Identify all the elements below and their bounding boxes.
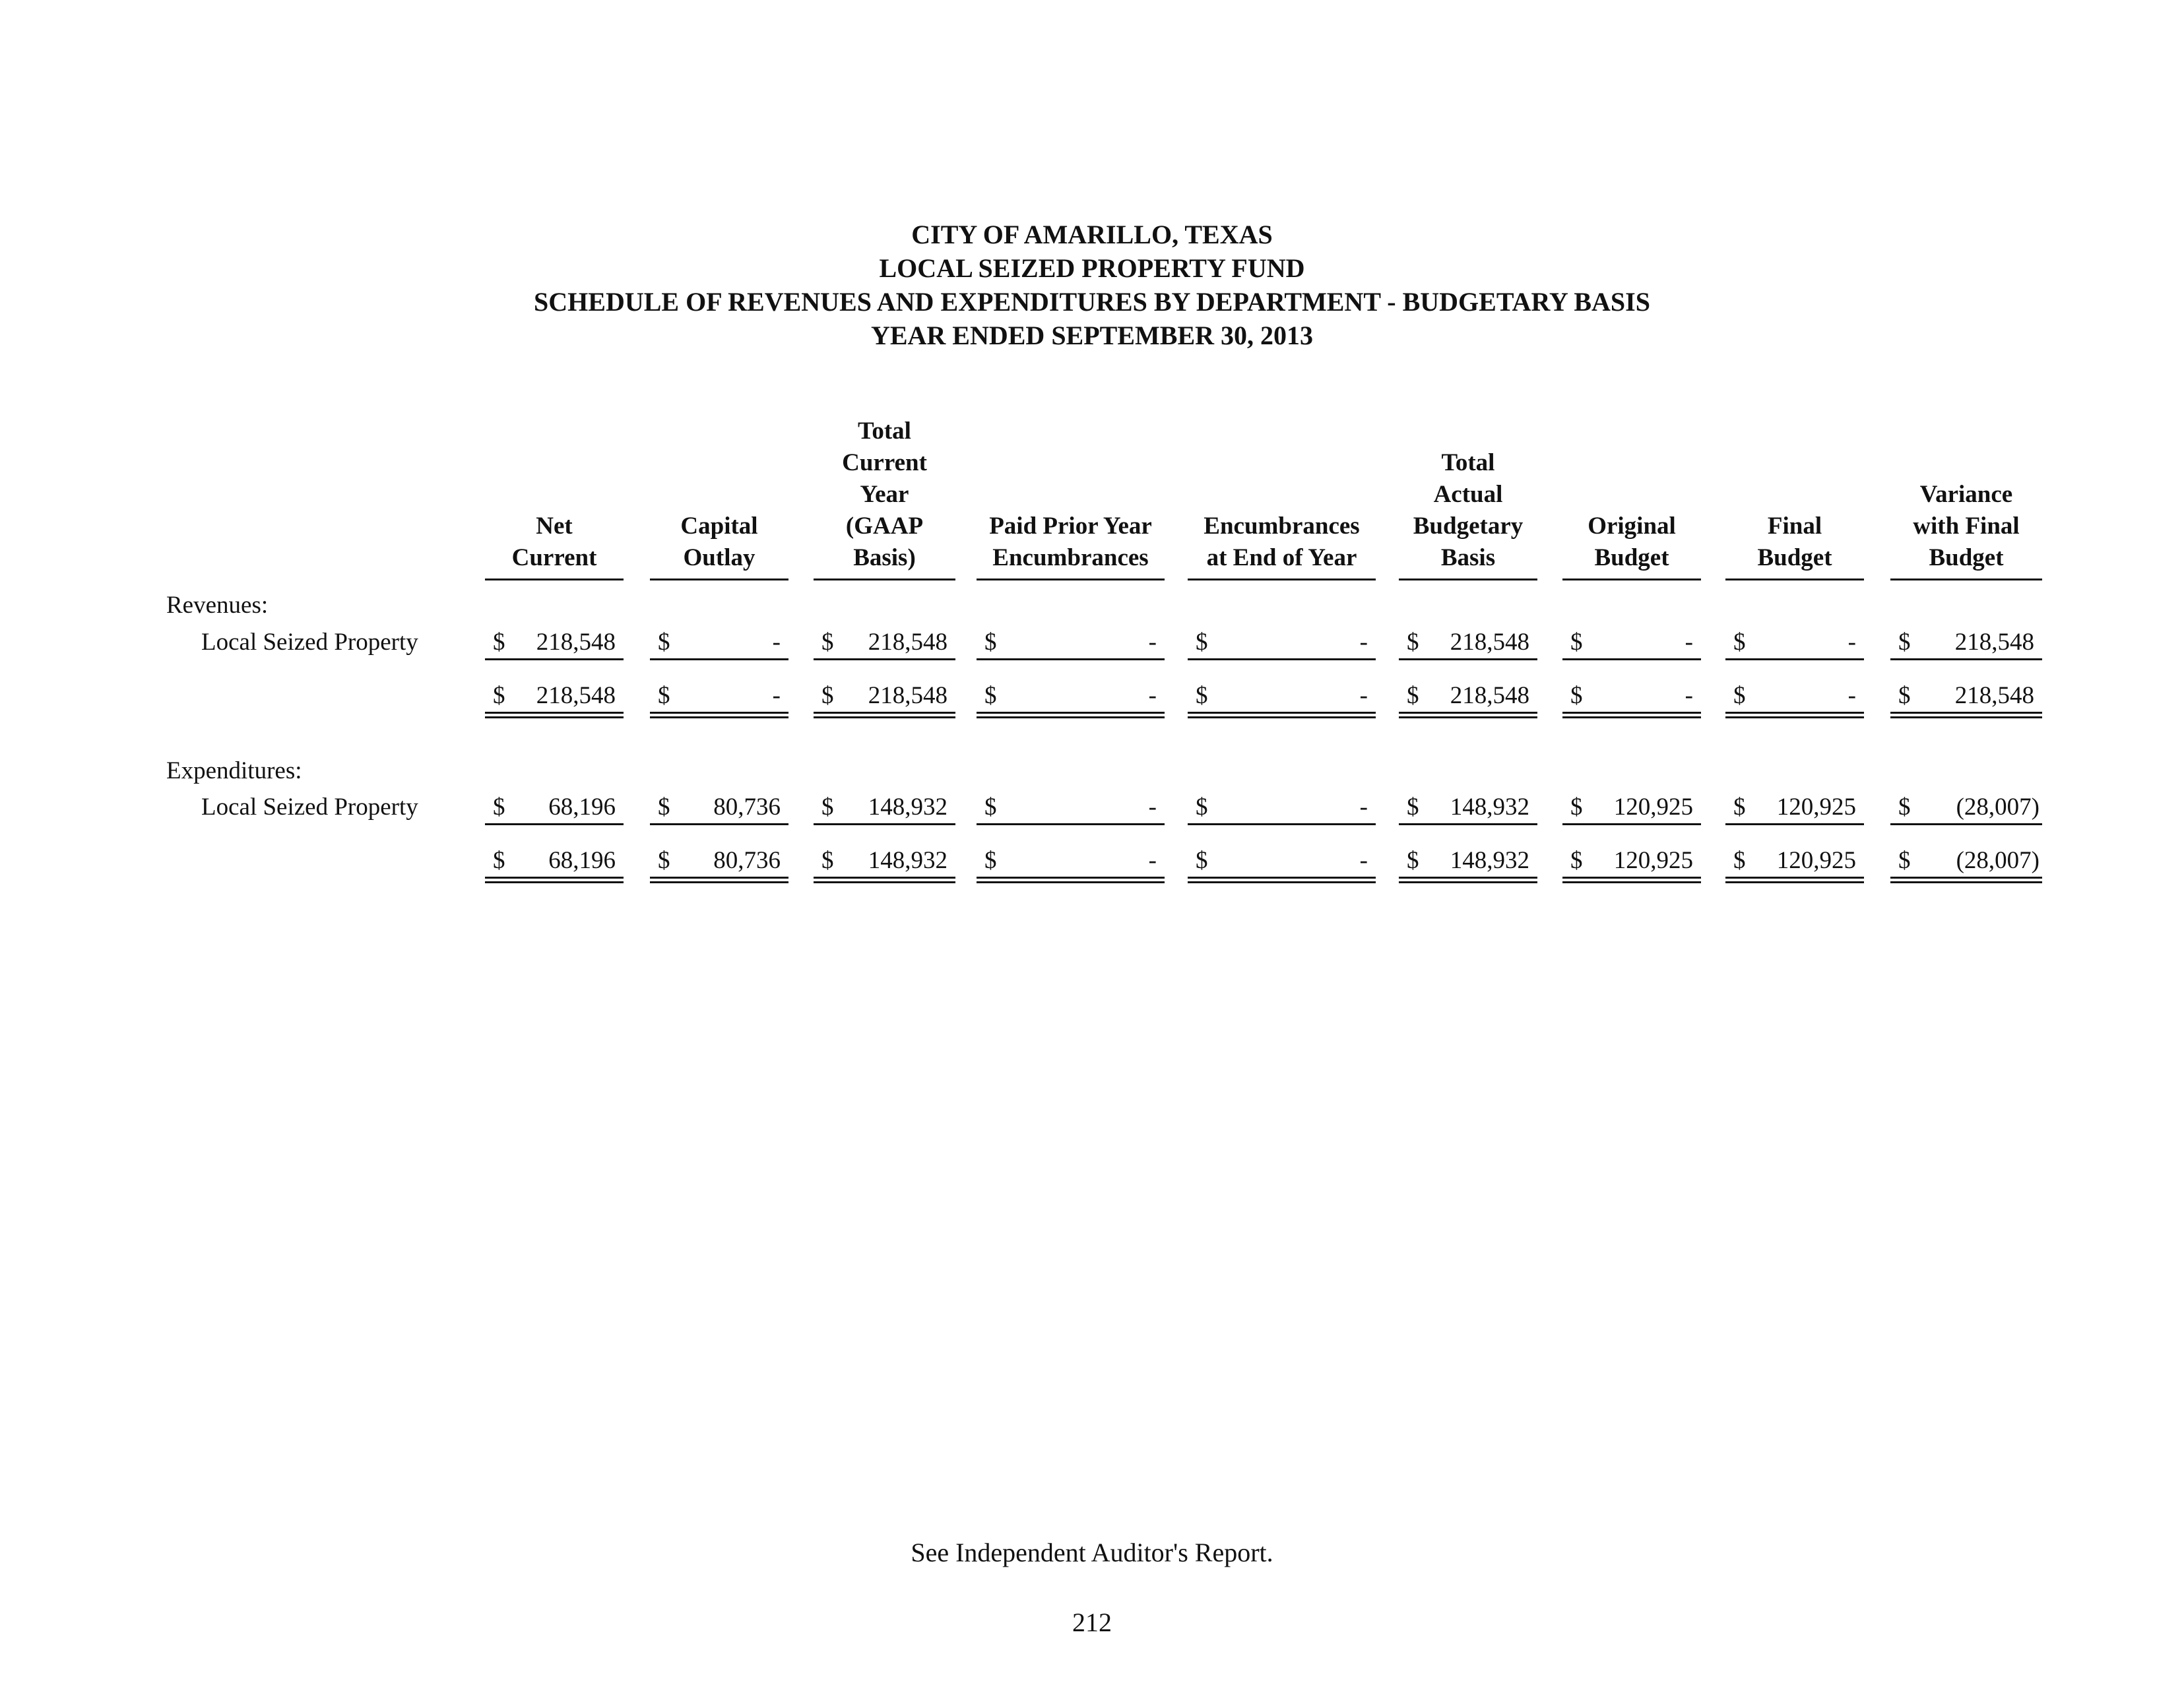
- row-underline: [1562, 658, 1701, 660]
- column-header-5: [1188, 379, 1376, 574]
- total-double-underline: [1890, 712, 2042, 718]
- currency-symbol: $: [493, 682, 505, 709]
- currency-symbol: $: [658, 629, 670, 656]
- column-header-line: Budget: [1757, 544, 1832, 571]
- expenditures-total-cell: [1562, 846, 1701, 875]
- column-header-line: Basis): [853, 544, 916, 571]
- currency-symbol: $: [1570, 794, 1583, 821]
- column-header-2: [650, 379, 788, 574]
- column-header-line: Budgetary: [1413, 513, 1524, 540]
- currency-symbol: $: [1407, 847, 1419, 874]
- amount-value: (28,007): [1956, 847, 2039, 874]
- expenditures-heading: Expenditures:: [166, 757, 302, 784]
- currency-symbol: $: [1733, 794, 1746, 821]
- amount-value: 148,932: [1450, 794, 1529, 821]
- column-header-line: Total: [858, 418, 911, 445]
- column-header-8: [1725, 379, 1864, 574]
- amount-value: -: [772, 629, 781, 656]
- header-underline: [1188, 579, 1376, 580]
- currency-symbol: $: [1570, 629, 1583, 656]
- total-double-underline: [1399, 877, 1537, 883]
- revenues-total-cell: [650, 681, 788, 710]
- expenditures-total-cell: [977, 846, 1165, 875]
- amount-value: 120,925: [1613, 847, 1693, 874]
- column-header-line: Variance: [1919, 481, 2013, 508]
- title-line-4: YEAR ENDED SEPTEMBER 30, 2013: [870, 321, 1314, 350]
- expenditures-row-cell: [650, 793, 788, 822]
- header-underline: [485, 579, 624, 580]
- amount-value: 68,196: [548, 847, 616, 874]
- expenditures-total-cell: [650, 846, 788, 875]
- row-underline: [1399, 823, 1537, 825]
- column-header-6: [1399, 379, 1537, 574]
- revenues-total-cell: [1725, 681, 1864, 710]
- currency-symbol: $: [1196, 794, 1208, 821]
- currency-symbol: $: [1407, 794, 1419, 821]
- row-underline: [650, 658, 788, 660]
- total-double-underline: [650, 712, 788, 718]
- currency-symbol: $: [821, 794, 834, 821]
- row-underline: [1890, 658, 2042, 660]
- revenues-total-cell: [814, 681, 955, 710]
- title-line-1: CITY OF AMARILLO, TEXAS: [911, 220, 1273, 249]
- total-double-underline: [1890, 877, 2042, 883]
- currency-symbol: $: [1570, 847, 1583, 874]
- column-header-line: Final: [1767, 513, 1822, 540]
- column-header-line: Outlay: [683, 544, 755, 571]
- currency-symbol: $: [984, 629, 997, 656]
- amount-value: 218,548: [868, 682, 947, 709]
- report-title: [0, 218, 2184, 352]
- column-header-line: with Final: [1913, 513, 2020, 540]
- total-double-underline: [1399, 712, 1537, 718]
- currency-symbol: $: [658, 847, 670, 874]
- row-underline: [1725, 658, 1864, 660]
- amount-value: -: [772, 682, 781, 709]
- column-header-line: Year: [860, 481, 909, 508]
- header-underline: [1725, 579, 1864, 580]
- amount-value: 120,925: [1613, 794, 1693, 821]
- amount-value: -: [1359, 847, 1368, 874]
- currency-symbol: $: [1407, 682, 1419, 709]
- expenditures-row-cell: [1399, 793, 1537, 822]
- revenues-row-cell: [814, 628, 955, 657]
- amount-value: 218,548: [536, 629, 616, 656]
- amount-value: 148,932: [1450, 847, 1529, 874]
- revenues-total-cell: [485, 681, 624, 710]
- column-header-4: [977, 379, 1165, 574]
- currency-symbol: $: [984, 682, 997, 709]
- revenues-total-cell: [1188, 681, 1376, 710]
- amount-value: -: [1685, 629, 1693, 656]
- revenues-row-label: Local Seized Property: [201, 629, 418, 656]
- amount-value: -: [1148, 847, 1157, 874]
- column-header-line: Basis: [1440, 544, 1496, 571]
- total-double-underline: [1562, 877, 1701, 883]
- column-header-9: [1890, 379, 2042, 574]
- row-underline: [977, 823, 1165, 825]
- row-underline: [485, 658, 624, 660]
- currency-symbol: $: [821, 682, 834, 709]
- currency-symbol: $: [1898, 629, 1911, 656]
- amount-value: 148,932: [868, 847, 947, 874]
- amount-value: 218,548: [868, 629, 947, 656]
- revenues-row-cell: [1562, 628, 1701, 657]
- column-header-line: Paid Prior Year: [989, 513, 1152, 540]
- amount-value: 218,548: [536, 682, 616, 709]
- currency-symbol: $: [493, 629, 505, 656]
- amount-value: 218,548: [1954, 629, 2034, 656]
- title-line-3: SCHEDULE OF REVENUES AND EXPENDITURES BY DEPARTMENT - BUDGETARY BASIS: [534, 287, 1650, 317]
- revenues-total-cell: [1399, 681, 1537, 710]
- expenditures-row-label: Local Seized Property: [201, 794, 418, 821]
- total-double-underline: [977, 712, 1165, 718]
- currency-symbol: $: [1733, 629, 1746, 656]
- header-underline: [1562, 579, 1701, 580]
- row-underline: [485, 823, 624, 825]
- currency-symbol: $: [1733, 847, 1746, 874]
- currency-symbol: $: [658, 794, 670, 821]
- currency-symbol: $: [1407, 629, 1419, 656]
- amount-value: 218,548: [1450, 629, 1529, 656]
- amount-value: -: [1359, 629, 1368, 656]
- expenditures-total-cell: [1725, 846, 1864, 875]
- expenditures-row-cell: [814, 793, 955, 822]
- expenditures-row-cell: [977, 793, 1165, 822]
- column-header-line: Encumbrances: [1204, 513, 1360, 540]
- amount-value: -: [1148, 682, 1157, 709]
- column-header-line: Budget: [1594, 544, 1669, 571]
- currency-symbol: $: [493, 794, 505, 821]
- currency-symbol: $: [1733, 682, 1746, 709]
- currency-symbol: $: [1196, 847, 1208, 874]
- header-underline: [650, 579, 788, 580]
- expenditures-total-cell: [1890, 846, 2042, 875]
- row-underline: [1399, 658, 1537, 660]
- expenditures-row-cell: [1890, 793, 2042, 822]
- currency-symbol: $: [1570, 682, 1583, 709]
- column-header-line: Current: [511, 544, 597, 571]
- total-double-underline: [1188, 712, 1376, 718]
- amount-value: 120,925: [1776, 847, 1856, 874]
- currency-symbol: $: [658, 682, 670, 709]
- expenditures-row-cell: [1725, 793, 1864, 822]
- page-number: 212: [1072, 1608, 1112, 1637]
- column-header-line: (GAAP: [845, 513, 924, 540]
- expenditures-row-cell: [1562, 793, 1701, 822]
- column-header-line: Actual: [1433, 481, 1503, 508]
- revenues-total-cell: [1890, 681, 2042, 710]
- amount-value: -: [1148, 629, 1157, 656]
- expenditures-total-cell: [1399, 846, 1537, 875]
- total-double-underline: [814, 712, 955, 718]
- amount-value: 148,932: [868, 794, 947, 821]
- currency-symbol: $: [493, 847, 505, 874]
- currency-symbol: $: [821, 847, 834, 874]
- row-underline: [1890, 823, 2042, 825]
- total-double-underline: [485, 712, 624, 718]
- revenues-total-cell: [977, 681, 1165, 710]
- currency-symbol: $: [1898, 847, 1911, 874]
- column-header-line: Total: [1441, 449, 1495, 476]
- total-double-underline: [650, 877, 788, 883]
- revenues-heading: Revenues:: [166, 592, 269, 619]
- revenues-total-cell: [1562, 681, 1701, 710]
- currency-symbol: $: [1898, 794, 1911, 821]
- currency-symbol: $: [1196, 682, 1208, 709]
- amount-value: -: [1359, 682, 1368, 709]
- revenues-row-cell: [1399, 628, 1537, 657]
- amount-value: 68,196: [548, 794, 616, 821]
- title-line-2: LOCAL SEIZED PROPERTY FUND: [879, 253, 1305, 283]
- column-header-7: [1562, 379, 1701, 574]
- total-double-underline: [1562, 712, 1701, 718]
- amount-value: -: [1359, 794, 1368, 821]
- revenues-row-cell: [485, 628, 624, 657]
- amount-value: -: [1847, 682, 1856, 709]
- row-underline: [1725, 823, 1864, 825]
- amount-value: 80,736: [713, 847, 781, 874]
- currency-symbol: $: [984, 847, 997, 874]
- column-header-line: Capital: [680, 513, 758, 540]
- header-underline: [1890, 579, 2042, 580]
- total-double-underline: [977, 877, 1165, 883]
- total-double-underline: [485, 877, 624, 883]
- amount-value: -: [1847, 629, 1856, 656]
- row-underline: [650, 823, 788, 825]
- revenues-row-cell: [1725, 628, 1864, 657]
- amount-value: -: [1148, 794, 1157, 821]
- revenues-row-cell: [1890, 628, 2042, 657]
- expenditures-total-cell: [1188, 846, 1376, 875]
- currency-symbol: $: [984, 794, 997, 821]
- column-header-1: [485, 379, 624, 574]
- currency-symbol: $: [1898, 682, 1911, 709]
- expenditures-row-cell: [1188, 793, 1376, 822]
- row-underline: [1188, 823, 1376, 825]
- column-header-3: [814, 379, 955, 574]
- amount-value: -: [1685, 682, 1693, 709]
- currency-symbol: $: [821, 629, 834, 656]
- expenditures-total-cell: [814, 846, 955, 875]
- amount-value: 80,736: [713, 794, 781, 821]
- column-header-line: Net: [536, 513, 573, 540]
- revenues-row-cell: [650, 628, 788, 657]
- total-double-underline: [1188, 877, 1376, 883]
- header-underline: [814, 579, 955, 580]
- row-underline: [1562, 823, 1701, 825]
- auditor-note: See Independent Auditor's Report.: [911, 1538, 1273, 1567]
- total-double-underline: [814, 877, 955, 883]
- total-double-underline: [1725, 712, 1864, 718]
- column-header-line: Original: [1588, 513, 1676, 540]
- row-underline: [814, 823, 955, 825]
- amount-value: 120,925: [1776, 794, 1856, 821]
- row-underline: [1188, 658, 1376, 660]
- row-underline: [814, 658, 955, 660]
- amount-value: (28,007): [1956, 794, 2039, 821]
- expenditures-total-cell: [485, 846, 624, 875]
- total-double-underline: [1725, 877, 1864, 883]
- column-header-line: Budget: [1929, 544, 2004, 571]
- column-header-line: Encumbrances: [992, 544, 1149, 571]
- revenues-row-cell: [1188, 628, 1376, 657]
- header-underline: [977, 579, 1165, 580]
- amount-value: 218,548: [1954, 682, 2034, 709]
- row-underline: [977, 658, 1165, 660]
- header-underline: [1399, 579, 1537, 580]
- column-header-line: Current: [842, 449, 927, 476]
- amount-value: 218,548: [1450, 682, 1529, 709]
- column-header-line: at End of Year: [1206, 544, 1357, 571]
- revenues-row-cell: [977, 628, 1165, 657]
- currency-symbol: $: [1196, 629, 1208, 656]
- expenditures-row-cell: [485, 793, 624, 822]
